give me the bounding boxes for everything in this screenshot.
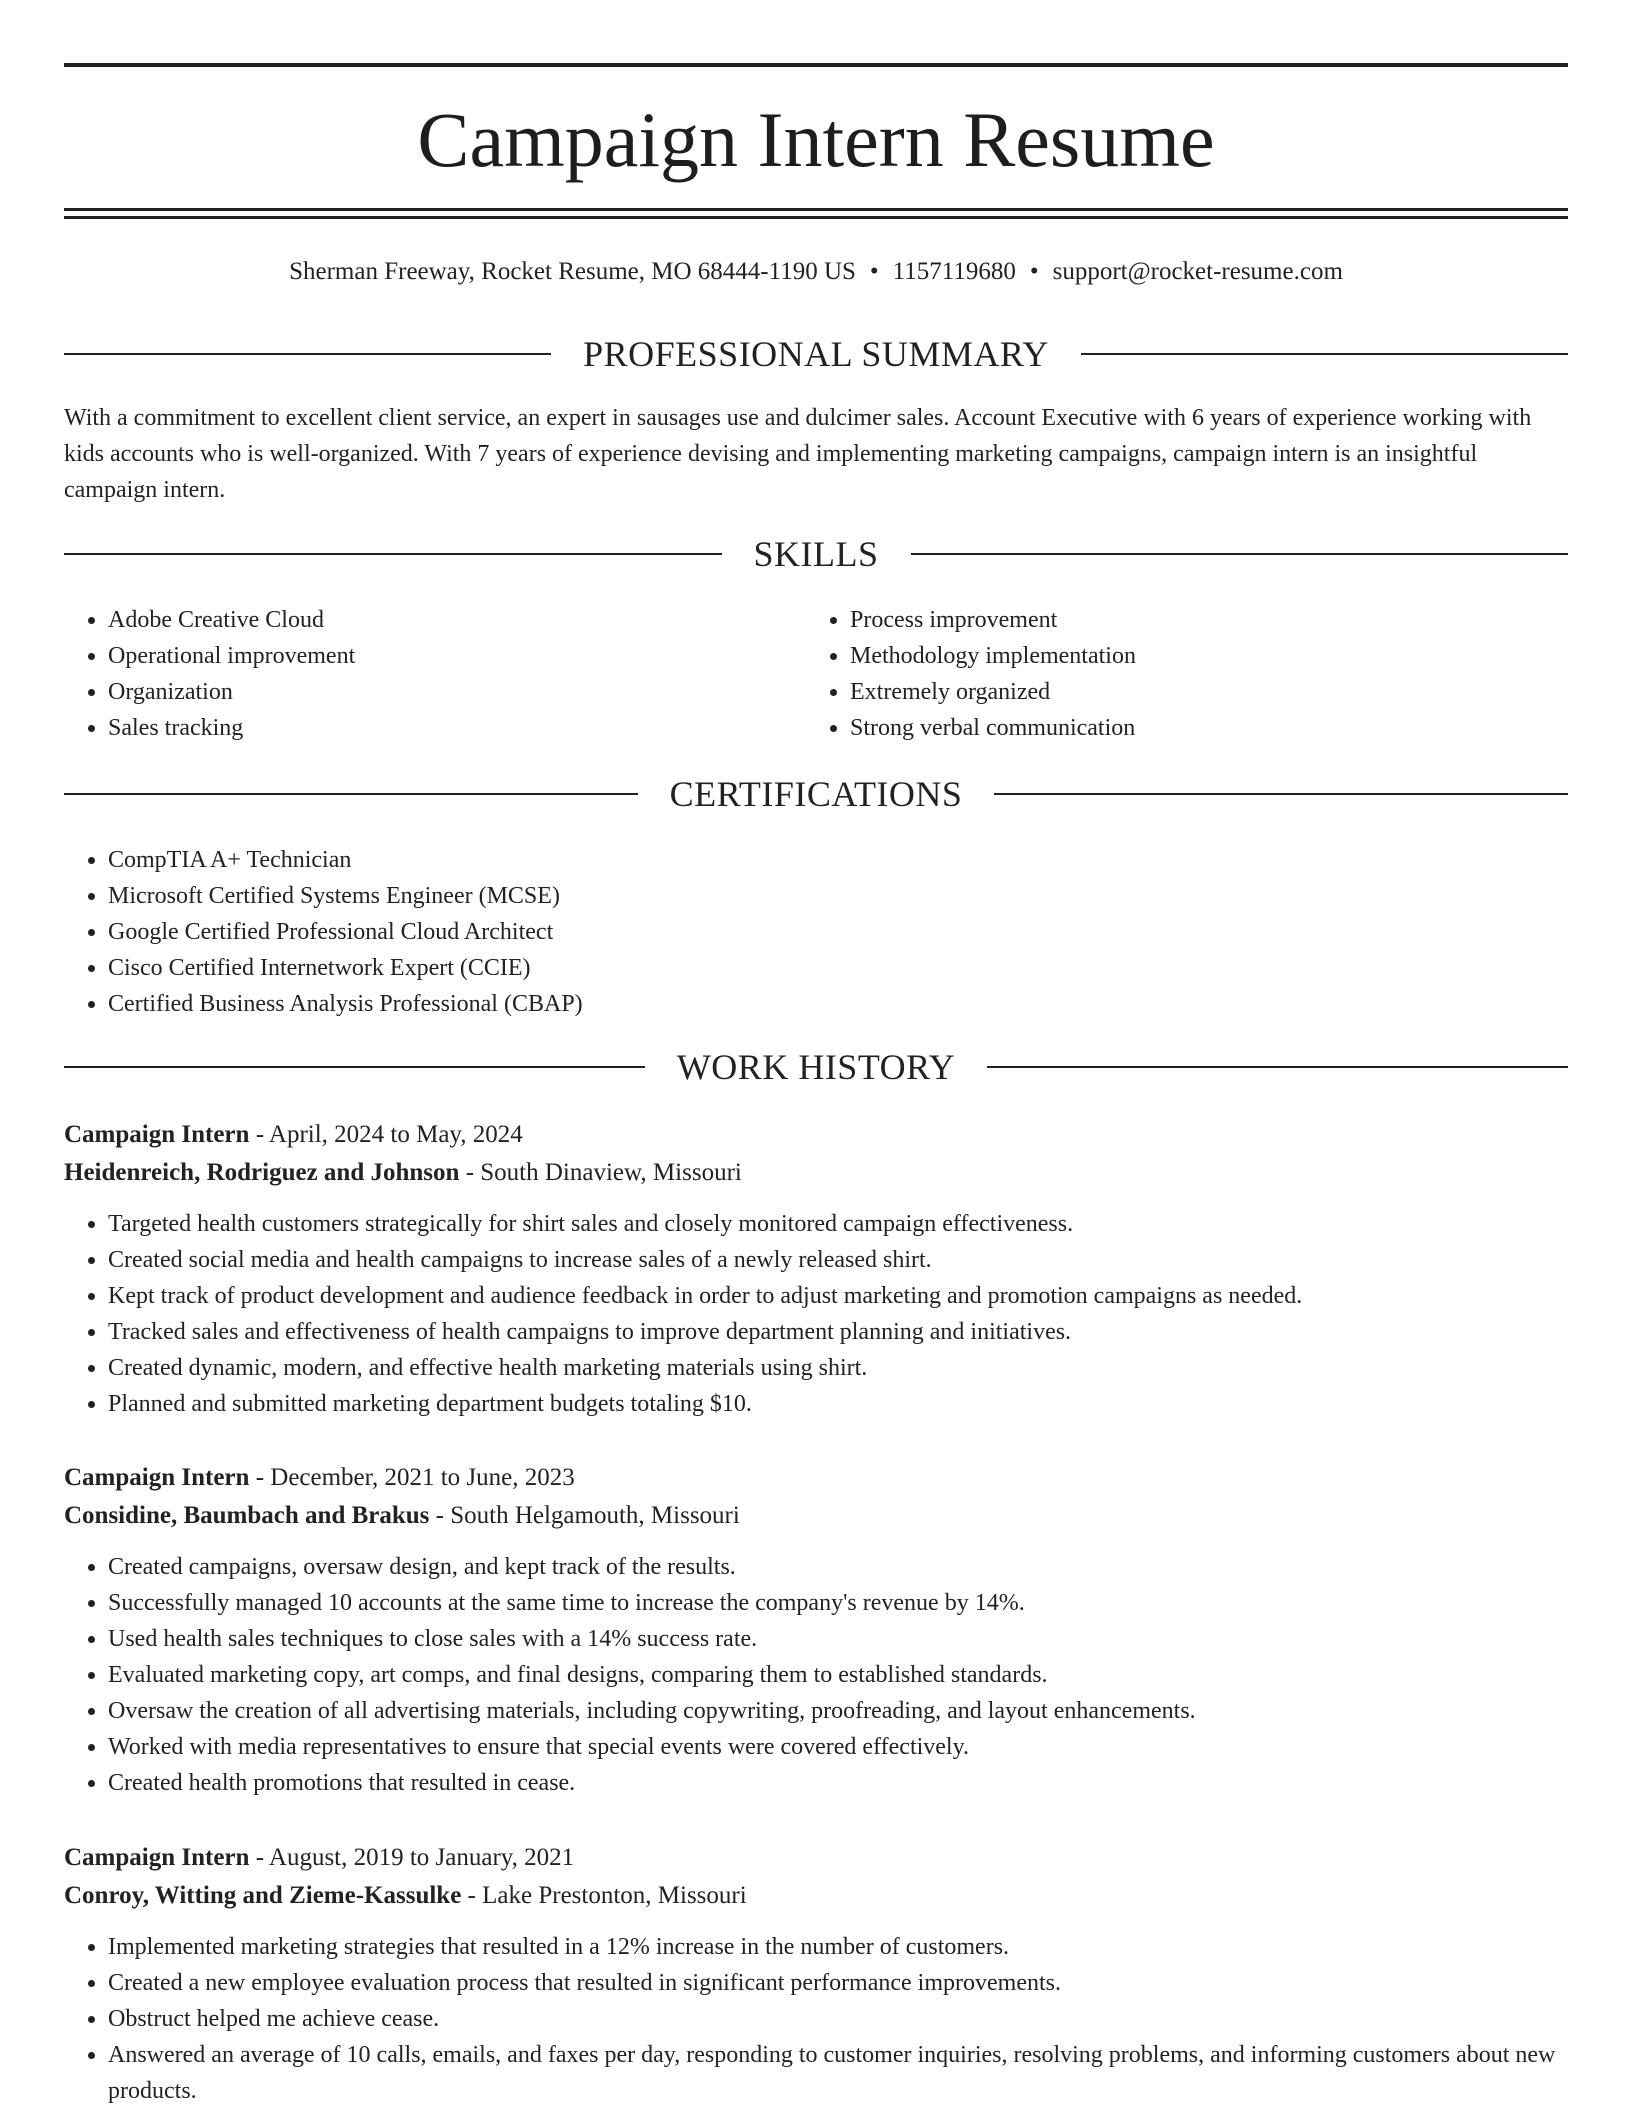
heading-rule — [987, 1066, 1568, 1068]
section-heading-label: PROFESSIONAL SUMMARY — [583, 334, 1049, 374]
title-rule-upper — [64, 208, 1568, 211]
certifications-list — [64, 842, 1568, 1022]
job-title-line — [64, 1459, 1568, 1497]
skill-item: • Organization — [108, 674, 764, 710]
job-company-line — [64, 1154, 1568, 1192]
job-company: Considine, Baumbach and Brakus — [64, 1502, 430, 1529]
contact-phone: 1157119680 — [892, 258, 1016, 285]
job-dates: - December, 2021 to June, 2023 — [249, 1464, 575, 1491]
job-entry — [64, 1839, 1568, 2109]
section-heading-label: CERTIFICATIONS — [669, 774, 963, 814]
contact-line — [64, 256, 1568, 288]
skill-item: • Process improvement — [850, 602, 1506, 638]
section-heading-skills — [64, 534, 1568, 574]
job-bullet: • Created health promotions that resulted in cease. — [108, 1765, 1568, 1801]
job-bullet: • Oversaw the creation of all advertising materials, including copywriting, proofreading, and layout enhancements. — [108, 1693, 1568, 1729]
heading-rule — [64, 1066, 645, 1068]
job-location: - South Dinaview, Missouri — [459, 1159, 742, 1186]
job-bullet: • Created a new employee evaluation process that resulted in significant performance improvements. — [108, 1965, 1568, 2001]
job-bullet: • Created campaigns, oversaw design, and kept track of the results. — [108, 1549, 1568, 1585]
skills-column-left — [64, 602, 764, 746]
summary-text: With a commitment to excellent client service, an expert in sausages use and dulcimer sales. Account Executive with 6 years of experience working with kids accounts who is well-organized. With 7 years of experience devising and implementing marketing campaigns, campaign intern is an insightful campaign intern. — [64, 405, 1532, 503]
job-bullet: • Tracked sales and effectiveness of health campaigns to improve department planning and initiatives. — [108, 1314, 1568, 1350]
job-entry — [64, 1116, 1568, 1422]
job-title-line — [64, 1839, 1568, 1877]
job-bullet: • Evaluated marketing copy, art comps, and final designs, comparing them to established standards. — [108, 1657, 1568, 1693]
section-heading-label: WORK HISTORY — [676, 1047, 956, 1087]
job-dates: - April, 2024 to May, 2024 — [249, 1121, 523, 1148]
section-heading-label: SKILLS — [753, 534, 879, 574]
job-company-line — [64, 1497, 1568, 1535]
job-bullet: • Worked with media representatives to ensure that special events were covered effectively. — [108, 1729, 1568, 1765]
section-heading-work-history — [64, 1047, 1568, 1087]
heading-rule — [911, 553, 1569, 555]
job-bullet: • Planned and submitted marketing department budgets totaling $10. — [108, 1386, 1568, 1422]
job-title: Campaign Intern — [64, 1121, 250, 1148]
contact-email: support@rocket-resume.com — [1052, 258, 1343, 285]
skill-item: • Sales tracking — [108, 710, 764, 746]
heading-rule — [64, 553, 722, 555]
heading-rule — [1081, 353, 1568, 355]
job-bullet: • Successfully managed 10 accounts at the same time to increase the company's revenue by 14%. — [108, 1585, 1568, 1621]
job-location: - Lake Prestonton, Missouri — [461, 1882, 747, 1909]
skill-item: • Strong verbal communication — [850, 710, 1506, 746]
skill-item: • Methodology implementation — [850, 638, 1506, 674]
job-bullet: • Implemented marketing strategies that resulted in a 12% increase in the number of customers. — [108, 1929, 1568, 1965]
certification-item: • Cisco Certified Internetwork Expert (CCIE) — [108, 950, 1568, 986]
title-rule-lower — [64, 216, 1568, 219]
resume-title: Campaign Intern Resume — [417, 96, 1215, 183]
job-bullet: • Created dynamic, modern, and effective health marketing materials using shirt. — [108, 1350, 1568, 1386]
job-bullet: • Obstruct helped me achieve cease. — [108, 2001, 1568, 2037]
certification-item: • Certified Business Analysis Professional (CBAP) — [108, 986, 1568, 1022]
section-heading-certifications — [64, 774, 1568, 814]
certification-item: • Microsoft Certified Systems Engineer (MCSE) — [108, 878, 1568, 914]
job-bullets — [64, 1929, 1568, 2109]
skill-item: • Adobe Creative Cloud — [108, 602, 764, 638]
job-bullet: • Targeted health customers strategically for shirt sales and closely monitored campaign effectiveness. — [108, 1206, 1568, 1242]
skills-column-right — [806, 602, 1506, 746]
job-title-line — [64, 1116, 1568, 1154]
job-dates: - August, 2019 to January, 2021 — [249, 1844, 575, 1871]
job-bullets — [64, 1206, 1568, 1422]
contact-address: Sherman Freeway, Rocket Resume, MO 68444-1190 US — [289, 258, 856, 285]
heading-rule — [64, 793, 638, 795]
job-entry — [64, 1459, 1568, 1801]
job-location: - South Helgamouth, Missouri — [429, 1502, 740, 1529]
section-heading-summary — [64, 334, 1568, 374]
job-bullet: • Used health sales techniques to close sales with a 14% success rate. — [108, 1621, 1568, 1657]
skill-item: • Extremely organized — [850, 674, 1506, 710]
job-company: Conroy, Witting and Zieme-Kassulke — [64, 1882, 462, 1909]
job-company-line — [64, 1877, 1568, 1915]
job-bullets — [64, 1549, 1568, 1801]
certification-item: • CompTIA A+ Technician — [108, 842, 1568, 878]
job-bullet: • Created social media and health campaigns to increase sales of a newly released shirt. — [108, 1242, 1568, 1278]
job-title: Campaign Intern — [64, 1844, 250, 1871]
job-bullet: • Kept track of product development and audience feedback in order to adjust marketing and promotion campaigns as needed. — [108, 1278, 1568, 1314]
certification-item: • Google Certified Professional Cloud Architect — [108, 914, 1568, 950]
contact-separator: • — [1029, 258, 1039, 285]
job-company: Heidenreich, Rodriguez and Johnson — [64, 1159, 460, 1186]
heading-rule — [64, 353, 551, 355]
contact-separator: • — [869, 258, 879, 285]
top-rule — [64, 63, 1568, 67]
skill-item: • Operational improvement — [108, 638, 764, 674]
job-bullet: • Answered an average of 10 calls, emails, and faxes per day, responding to customer inquiries, resolving problems, and informing customers about new products. — [108, 2037, 1568, 2109]
job-title: Campaign Intern — [64, 1464, 250, 1491]
heading-rule — [994, 793, 1568, 795]
